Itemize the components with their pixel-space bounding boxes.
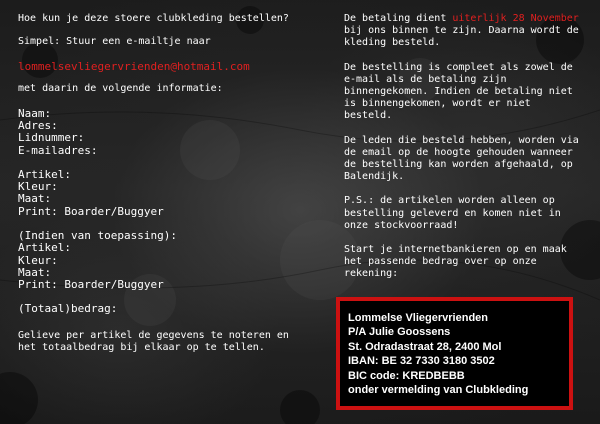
ps-note: P.S.: de artikelen worden alleen op bestelling geleverd en komen niet in onze stockvoorraad!: [344, 195, 567, 231]
field-size: Maat:: [18, 192, 52, 206]
street-address: St. Odradastraat 28, 2400 Mol: [348, 340, 502, 353]
closing-note: Gelieve per artikel de gegevens te noteren en het totaalbedrag bij elkaar op te tellen.: [18, 329, 295, 353]
payment-reference: onder vermelding van Clubkleding: [348, 384, 529, 397]
question-text: Hoe kun je deze stoere clubkleding bestellen?: [18, 13, 289, 24]
optional-field-color: Kleur:: [18, 253, 58, 267]
field-article: Artikel:: [18, 167, 71, 181]
optional-fields: [18, 230, 300, 291]
optional-field-print: Print: Boarder/Buggyer: [18, 278, 164, 292]
optional-field-size: Maat:: [18, 265, 52, 279]
field-email: E-mailadres:: [18, 143, 98, 157]
order-instructions: [18, 13, 300, 354]
order-email-link[interactable]: lommelsevliegervrienden@hotmail.com: [18, 60, 250, 74]
simple-intro-text: Simpel: Stuur een e-mailtje naar: [18, 36, 211, 48]
bic-code: BIC code: KREDBEBB: [348, 369, 465, 382]
pickup-notify-note: De leden die besteld hebben, worden via de email op de hoogte gehouden wanneer de bestelling kan worden afgehaald, op Balendijk.: [344, 134, 585, 183]
iban: IBAN: BE 32 7330 3180 3502: [348, 355, 495, 368]
field-name: Naam:: [18, 106, 52, 120]
info-intro-text: met daarin de volgende informatie:: [18, 83, 223, 95]
bank-transfer-note: Start je internetbankieren op en maak het passende bedrag over op onze rekening:: [344, 244, 573, 280]
payment-details: [348, 311, 528, 397]
personal-fields: [18, 108, 300, 157]
optional-header: (Indien van toepassing):: [18, 228, 177, 242]
order-complete-note: De bestelling is compleet als zowel de e-mail als de betaling zijn binnengekomen. Indien de betaling niet is binnengekomen, wordt er niet besteld.: [344, 61, 579, 122]
account-holder: Lommelse Vliegervrienden: [348, 312, 488, 324]
payment-instructions: [344, 13, 584, 281]
field-print: Print: Boarder/Buggyer: [18, 204, 164, 218]
article-fields: [18, 169, 300, 218]
optional-field-article: Artikel:: [18, 241, 71, 255]
payment-deadline-text: [344, 13, 584, 50]
care-of: P/A Julie Goossens: [348, 326, 451, 339]
payment-lead: De betaling dient: [344, 13, 453, 24]
field-member-number: Lidnummer:: [18, 131, 85, 145]
payment-deadline: uiterlijk 28 November: [452, 13, 579, 24]
field-address: Adres:: [18, 118, 58, 132]
payment-rest: bij ons binnen te zijn. Daarna wordt de kleding besteld.: [344, 13, 585, 49]
payment-details-box: [336, 297, 573, 410]
field-color: Kleur:: [18, 180, 58, 194]
total-amount-label: (Totaal)bedrag:: [18, 302, 118, 316]
